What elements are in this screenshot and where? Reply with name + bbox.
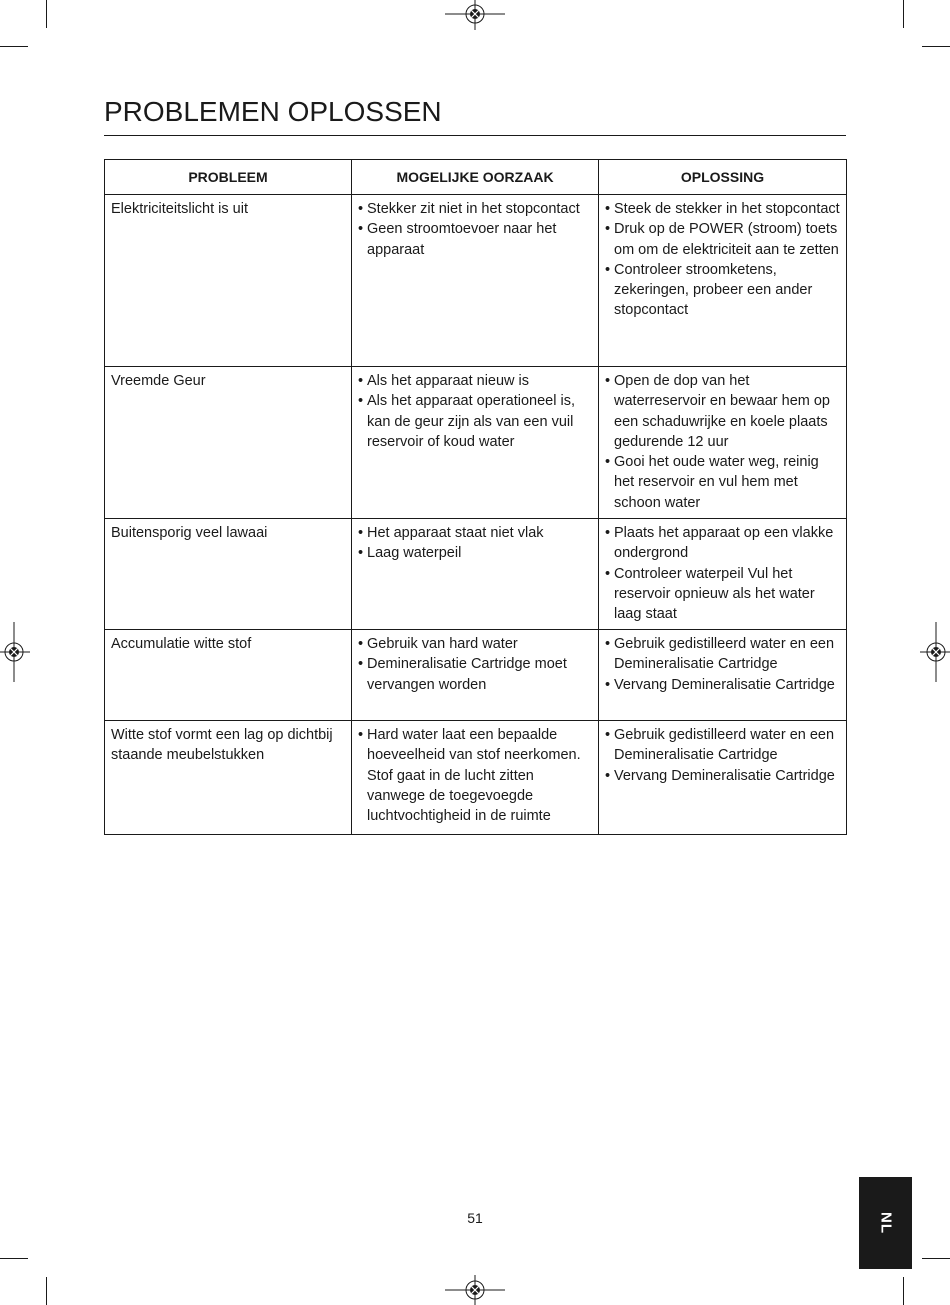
cause-item: • Gebruik van hard water xyxy=(358,634,592,654)
solution-cell xyxy=(599,721,847,835)
cause-item: • Demineralisatie Cartridge moet vervangen worden xyxy=(358,654,592,695)
language-tab-label: NL xyxy=(877,1212,894,1234)
solution-item: • Druk op de POWER (stroom) toets om om de elektriciteit aan te zetten xyxy=(605,219,840,260)
crop-mark-bottom-right-vertical xyxy=(903,1277,904,1305)
cause-item: • Het apparaat staat niet vlak xyxy=(358,523,592,543)
registration-crosshair-icon xyxy=(0,622,30,682)
crop-mark-bottom-left-vertical xyxy=(46,1277,47,1305)
problem-cell: Elektriciteitslicht is uit xyxy=(105,195,352,367)
solution-item: • Plaats het apparaat op een vlakke ondergrond xyxy=(605,523,840,564)
solution-item: • Gebruik gedistilleerd water en een Demineralisatie Cartridge xyxy=(605,725,840,766)
cause-cell xyxy=(352,721,599,835)
table-row xyxy=(105,367,847,519)
problem-cell: Witte stof vormt een lag op dichtbij staande meubelstukken xyxy=(105,721,352,835)
problem-cell: Accumulatie witte stof xyxy=(105,630,352,721)
table-row xyxy=(105,721,847,835)
cause-item: • Geen stroomtoevoer naar het apparaat xyxy=(358,219,592,260)
table-row xyxy=(105,519,847,630)
cause-cell xyxy=(352,630,599,721)
cause-item: • Stekker zit niet in het stopcontact xyxy=(358,199,592,219)
crop-mark-bottom-left-horizontal xyxy=(0,1258,28,1259)
title-underline xyxy=(104,135,846,136)
cause-cell xyxy=(352,519,599,630)
column-header-cause: MOGELIJKE OORZAAK xyxy=(352,160,599,195)
solution-cell xyxy=(599,519,847,630)
column-header-problem: PROBLEEM xyxy=(105,160,352,195)
page-number: 51 xyxy=(467,1210,483,1226)
crop-mark-top-left-horizontal xyxy=(0,46,28,47)
registration-crosshair-icon xyxy=(445,0,505,30)
solution-cell xyxy=(599,367,847,519)
solution-item: • Vervang Demineralisatie Cartridge xyxy=(605,766,840,786)
solution-item: • Controleer waterpeil Vul het reservoir opnieuw als het water laag staat xyxy=(605,564,840,625)
solution-cell xyxy=(599,195,847,367)
page-title: PROBLEMEN OPLOSSEN xyxy=(104,96,442,127)
solution-item: • Steek de stekker in het stopcontact xyxy=(605,199,840,219)
troubleshooting-table xyxy=(104,159,847,835)
table-row xyxy=(105,630,847,721)
solution-item: • Controleer stroomketens, zekeringen, probeer een ander stopcontact xyxy=(605,260,840,321)
cause-item: • Als het apparaat nieuw is xyxy=(358,371,592,391)
solution-item: • Gooi het oude water weg, reinig het reservoir en vul hem met schoon water xyxy=(605,452,840,513)
solution-item: • Open de dop van het waterreservoir en bewaar hem op een schaduwrijke en koele plaats gedurende 12 uur xyxy=(605,371,840,452)
language-tab xyxy=(859,1177,912,1269)
solution-item: • Gebruik gedistilleerd water en een Demineralisatie Cartridge xyxy=(605,634,840,675)
crop-mark-bottom-right-horizontal xyxy=(922,1258,950,1259)
cause-item: • Als het apparaat operationeel is, kan de geur zijn als van een vuil reservoir of koud water xyxy=(358,391,592,452)
cause-cell xyxy=(352,367,599,519)
crop-mark-top-right-horizontal xyxy=(922,46,950,47)
registration-crosshair-icon xyxy=(920,622,950,682)
table-header-row xyxy=(105,160,847,195)
problem-cell: Vreemde Geur xyxy=(105,367,352,519)
column-header-solution: OPLOSSING xyxy=(599,160,847,195)
table-row xyxy=(105,195,847,367)
cause-item: • Laag waterpeil xyxy=(358,543,592,563)
cause-item: • Hard water laat een bepaalde hoeveelheid van stof neerkomen. Stof gaat in de lucht zitten vanwege de toegevoegde luchtvochtigheid in de ruimte xyxy=(358,725,592,826)
registration-crosshair-icon xyxy=(445,1275,505,1305)
problem-cell: Buitensporig veel lawaai xyxy=(105,519,352,630)
solution-item: • Vervang Demineralisatie Cartridge xyxy=(605,675,840,695)
solution-cell xyxy=(599,630,847,721)
crop-mark-top-left-vertical xyxy=(46,0,47,28)
crop-mark-top-right-vertical xyxy=(903,0,904,28)
cause-cell xyxy=(352,195,599,367)
